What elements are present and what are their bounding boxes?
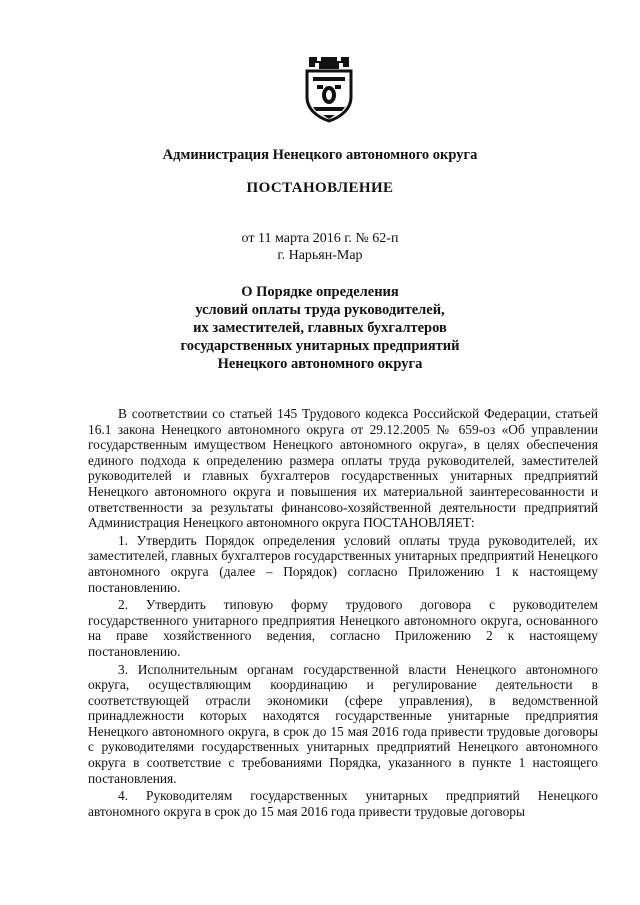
clause-1-paragraph: 1. Утвердить Порядок определения условий оплаты труда руководителей, их заместителей, главных бухгалтеров государственных унитарных предприятий Ненецкого автономного округа (далее – Порядок) согласно Приложению 1 к настоящему постановлению. [88, 532, 598, 595]
clause-3-paragraph: 3. Исполнительным органам государственной власти Ненецкого автономного округа, осуществляющим координацию и регулирование деятельности в соответствующей отрасли экономики (сфере управления), в ведомственной принадлежности которых находятся государственные унитарные предприятия Ненецкого автономного округа, в срок до 15 мая 2016 года привести трудовые договоры с руководителями государственных унитарных предприятий Ненецкого автономного округа в соответствие с требованиями Порядка, указанного в пункте 1 настоящего постановления. [88, 661, 598, 786]
clause-4-paragraph: 4. Руководителям государственных унитарных предприятий Ненецкого автономного округа в срок до 15 мая 2016 года привести трудовые договоры [88, 788, 598, 819]
clause-2-paragraph: 2. Утвердить типовую форму трудового договора с руководителем государственного унитарного предприятия Ненецкого автономного округа, основанного на праве хозяйственного ведения, согласно Приложению 2 к настоящему постановлению. [88, 597, 598, 659]
document-place: г. Нарьян-Мар [277, 248, 363, 263]
coat-of-arms-icon [299, 53, 359, 123]
title-line: государственных унитарных предприятий [180, 338, 460, 354]
title-line: условий оплаты труда руководителей, [195, 302, 445, 318]
title-line: их заместителей, главных бухгалтеров [193, 320, 447, 336]
document-type: ПОСТАНОВЛЕНИЕ [246, 180, 394, 196]
document-body [88, 406, 598, 821]
preamble-paragraph: В соответствии со статьей 145 Трудового кодекса Российской Федерации, статьей 16.1 закона Ненецкого автономного округа от 29.12.2005 № 659-оз «Об управлении государственным имуществом Ненецкого автономного округа», в целях обеспечения единого подхода к определению размера оплаты труда руководителей, заместителей руководителей и главных бухгалтеров государственных унитарных предприятий Ненецкого автономного округа и повышения их материальной заинтересованности и ответственности за результаты финансово-хозяйственной деятельности предприятий Администрация Ненецкого автономного округа ПОСТАНОВЛЯЕТ: [88, 406, 598, 531]
title-line: Ненецкого автономного округа [217, 356, 423, 372]
organization-name: Администрация Ненецкого автономного округа [162, 147, 478, 163]
title-line: О Порядке определения [241, 284, 399, 300]
document-date-number: от 11 марта 2016 г. № 62-п [241, 231, 399, 246]
document-title [0, 283, 640, 373]
